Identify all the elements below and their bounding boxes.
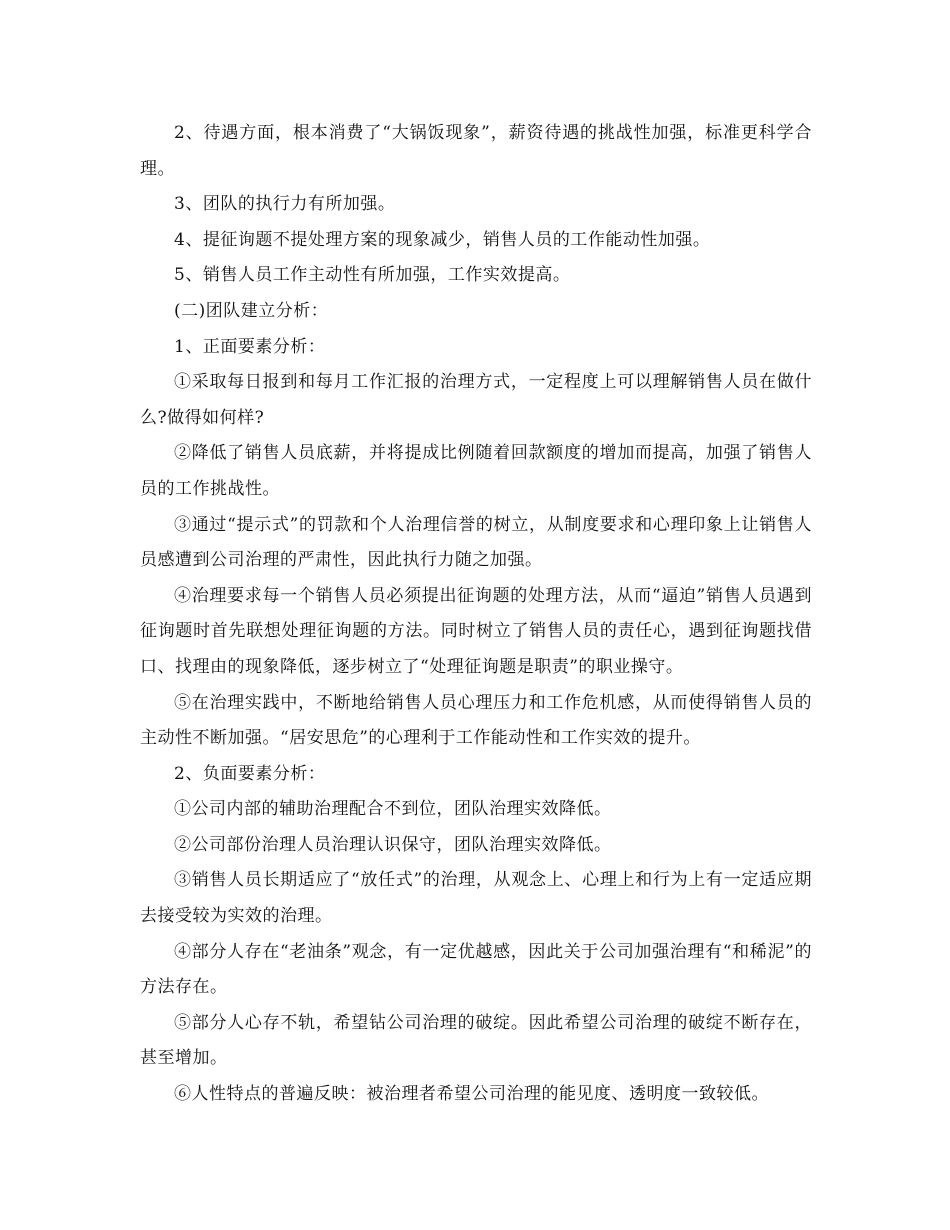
paragraph: ②降低了销售人员底薪，并将提成比例随着回款额度的增加而提高，加强了销售人员的工作挑战性。 (140, 443, 812, 499)
paragraph: ③通过“提示式”的罚款和个人治理信誉的树立，从制度要求和心理印象上让销售人员感遭到公司治理的严肃性，因此执行力随之加强。 (140, 514, 812, 571)
paragraph: ⑥人性特点的普遍反映：被治理者希望公司治理的能见度、透明度一致较低。 (174, 1084, 769, 1105)
paragraph: ③销售人员长期适应了“放任式”的治理，从观念上、心理上和行为上有一定适应期去接受较为实效的治理。 (140, 870, 812, 927)
paragraph: ⑤在治理实践中，不断地给销售人员心理压力和工作危机感，从而使得销售人员的主动性不断加强。“居安思危”的心理利于工作能动性和工作实效的提升。 (140, 692, 812, 749)
paragraph: ①采取每日报到和每月工作汇报的治理方式，一定程度上可以理解销售人员在做什么?做得如何样? (140, 372, 812, 428)
paragraph: ④部分人存在“老油条”观念，有一定优越感，因此关于公司加强治理有“和稀泥”的方法存在。 (140, 941, 812, 998)
paragraph: ②公司部份治理人员治理认识保守，团队治理实效降低。 (174, 834, 612, 855)
subsection-heading: 1、正面要素分析： (174, 336, 326, 357)
paragraph: ④治理要求每一个销售人员必须提出征询题的处理方法，从而“逼迫”销售人员遇到征询题时首先联想处理征询题的方法。同时树立了销售人员的责任心，遇到征询题找借口、找理由的现象降低，逐步树立了“处理征询题是职责”的职业操守。 (140, 585, 812, 677)
paragraph: ⑤部分人心存不轨，希望钻公司治理的破绽。因此希望公司治理的破绽不断存在，甚至增加。 (140, 1012, 812, 1069)
paragraph: 3、团队的执行力有所加强。 (174, 194, 396, 215)
paragraph: 4、提征询题不提处理方案的现象减少，销售人员的工作能动性加强。 (174, 229, 711, 250)
paragraph: 5、销售人员工作主动性有所加强，工作实效提高。 (174, 265, 571, 286)
subsection-heading: 2、负面要素分析： (174, 763, 326, 784)
document-body (140, 116, 812, 1113)
paragraph: ①公司内部的辅助治理配合不到位，团队治理实效降低。 (174, 799, 612, 820)
section-heading: (二)团队建立分析： (174, 300, 329, 321)
paragraph: 2、待遇方面，根本消费了“大锅饭现象”，薪资待遇的挑战性加强，标准更科学合理。 (140, 123, 812, 179)
